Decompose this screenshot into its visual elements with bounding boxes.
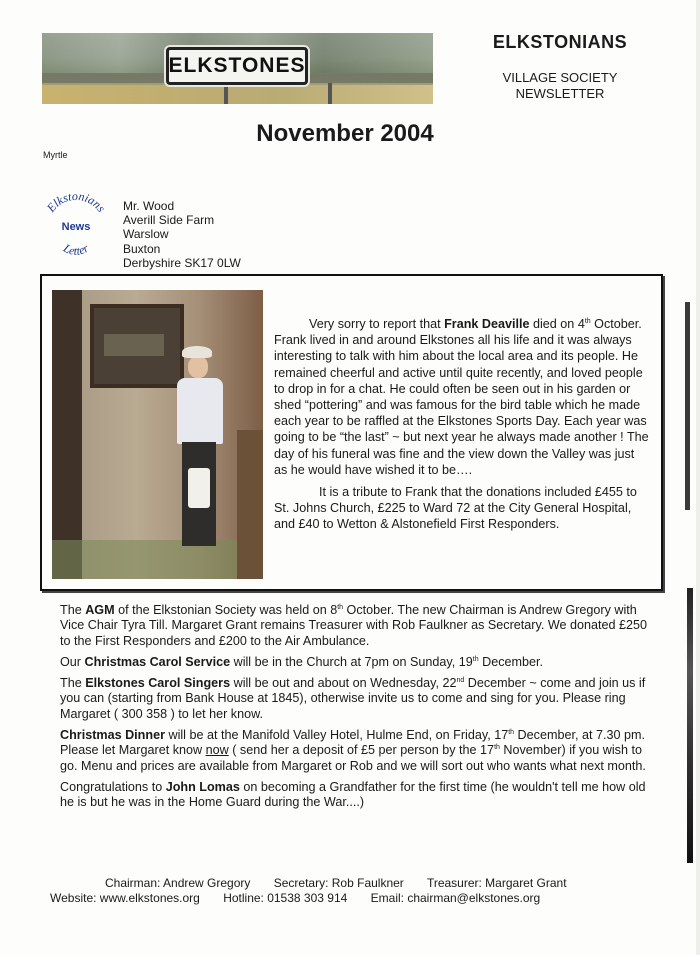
notice-congratulations: Congratulations to John Lomas on becoming a Grandfather for the first time (he wouldn't tell me how old he is but he was in the Home Guard during the War....)	[60, 779, 646, 810]
footer-website[interactable]: Website: www.elkstones.org	[50, 891, 200, 905]
scan-mark	[687, 588, 693, 863]
photo-door	[52, 290, 82, 579]
notice-agm: The AGM of the Elkstonian Society was held on 8th October. The new Chairman is Andrew Gregory with Vice Chair Tyra Till. Margaret Grant remains Treasurer with Rob Faulkner as Secretary. We donated £250 to the First Responders and £200 to the Air Ambulance.	[60, 603, 648, 648]
footer-contacts	[50, 891, 650, 905]
newsletter-subtitle: VILLAGE SOCIETY	[502, 70, 618, 85]
notice-carol-service: Our Christmas Carol Service will be in the Church at 7pm on Sunday, 19th December.	[60, 654, 544, 669]
sign-pole	[224, 83, 228, 104]
address-line: Derbyshire SK17 0LW	[123, 255, 241, 270]
recipient-tag: Myrtle	[43, 150, 68, 160]
photo-man-head	[188, 356, 208, 378]
photo-road	[42, 85, 433, 104]
obituary-paragraph: Very sorry to report that Frank Deaville died on 4th October. Frank lived in and around Elkstones all his life and it was always interesting to talk with him about the local area and its people. He remained cheerful and active until quite recently, and loved people to drop in for a chat. He could often be seen out in his garden or shed “pottering” and was famous for the bird table which he made each year to be raffled at the Elkstones Sports Day. Each year was going to be “the last” ~ but next year he always made another ! The day of his funeral was fine and the view down the Valley was just as he would have wished it to be….	[274, 317, 649, 477]
photo-man-shirt	[177, 378, 223, 444]
notice-christmas-dinner: Christmas Dinner will be at the Manifold Valley Hotel, Hulme End, on Friday, 17th December, at 7.30 pm. Please let Margaret know now ( send her a deposit of £5 per person by the 17th November) if you wish to go. Menu and prices are available from Margaret or Rob and we will sort out who wants what next month.	[60, 728, 646, 773]
portrait-photo	[52, 290, 263, 579]
header-photo	[42, 33, 433, 104]
obituary-box	[40, 274, 663, 591]
photo-post	[237, 430, 263, 579]
footer-hotline: Hotline: 01538 303 914	[223, 891, 348, 905]
notice-carol-singers: The Elkstones Carol Singers will be out and about on Wednesday, 22nd December ~ come and join us if you can (starting from Bank House at 1845), otherwise invite us to come and sing for you. Please ring Margaret ( 300 358 ) to let her know.	[60, 676, 646, 721]
obituary-paragraph: It is a tribute to Frank that the donations included £455 to St. Johns Church, £225 to Ward 72 at the City General Hospital, and £40 to Wetton & Alstonefield First Responders.	[274, 485, 637, 532]
photo-ground	[52, 540, 263, 579]
village-sign: ELKSTONES	[166, 47, 308, 85]
photo-man-hat	[182, 346, 212, 358]
address-line: Averill Side Farm	[123, 213, 215, 228]
obituary-text	[274, 316, 650, 533]
footer-chairman: Chairman: Andrew Gregory	[105, 876, 251, 890]
address-line: Warslow	[123, 227, 169, 242]
issue-date: November 2004	[256, 120, 434, 147]
newsletter-subtitle: NEWSLETTER	[515, 86, 605, 101]
deceased-name: Frank Deaville	[444, 317, 530, 331]
footer-secretary: Secretary: Rob Faulkner	[273, 876, 404, 890]
photo-picture-frame	[90, 304, 184, 388]
photo-bag	[188, 468, 210, 508]
footer-officers	[105, 876, 625, 890]
address-line: Buxton	[123, 241, 161, 256]
scan-edge	[696, 0, 700, 955]
address-line: Mr. Wood	[123, 199, 175, 213]
logo-middle-text: News	[61, 221, 91, 233]
address-block	[123, 199, 241, 270]
logo-top-text: Elkstonians	[43, 190, 109, 215]
footer-treasurer: Treasurer: Margaret Grant	[426, 876, 567, 890]
scan-mark	[685, 302, 690, 510]
newsletter-title: ELKSTONIANS	[492, 32, 628, 52]
notices	[60, 603, 650, 817]
logo-bottom-text: Letter	[61, 240, 92, 258]
sign-pole	[328, 83, 332, 104]
footer-email[interactable]: Email: chairman@elkstones.org	[370, 891, 541, 905]
